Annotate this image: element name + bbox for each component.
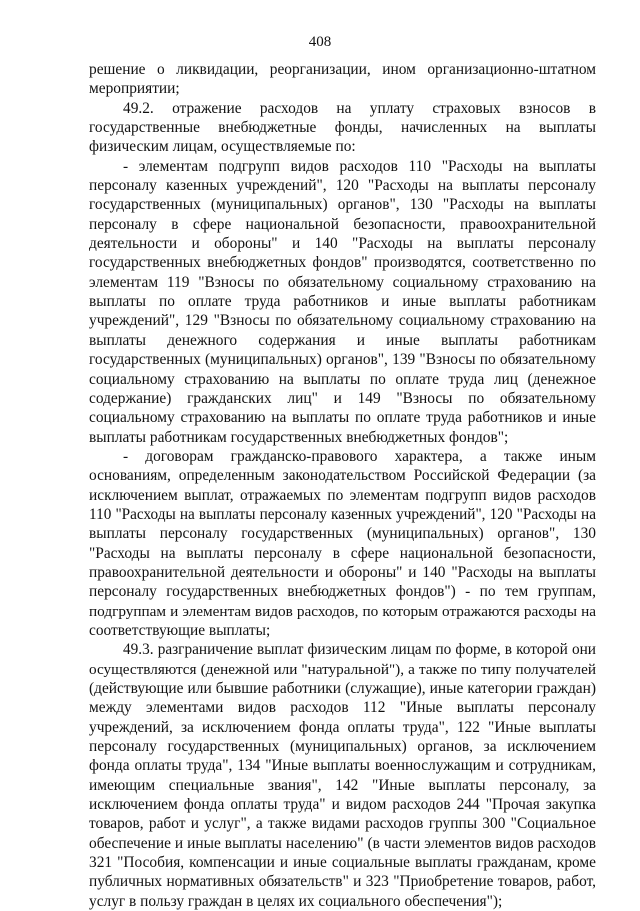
page-number: 408 [308, 34, 332, 50]
text-line: персоналу государственных (муниципальных) органов, за исключением [89, 738, 596, 756]
text-line: государственных (муниципальных) органов", 139 "Взносы по обязательному [89, 351, 596, 369]
text-line: подгруппам и элементам видов расходов, по которым отражаются расходы на [89, 602, 596, 620]
text-line: содержание) гражданских лиц" и 149 "Взносы по обязательному [89, 389, 596, 407]
text-line: элементам 119 "Взносы по обязательному социальному страхованию на [89, 273, 596, 291]
text-line: (действующие или бывшие работники (служащие), иные категории граждан) [89, 680, 596, 697]
document-body-text [89, 60, 596, 911]
text-line: выплаты персоналу государственных (муниципальных) органов", 130 [89, 525, 596, 543]
text-line: товаров, работ и услуг", а также видами расходов группы 300 "Социальное [89, 815, 596, 833]
text-line: - элементам подгрупп видов расходов 110 "Расходы на выплаты [123, 157, 596, 175]
text-line: персоналу в сфере национальной безопасности, правоохранительной [89, 215, 596, 233]
text-line: персоналу государственных внебюджетных фондов") - по тем группам, [89, 583, 596, 601]
text-line: между элементами видов расходов 112 "Иные выплаты персоналу [89, 699, 596, 717]
text-line: учреждений, за исключением фонда оплаты труда", 122 "Иные выплаты [89, 718, 596, 736]
text-line: социальному страхованию на выплаты по оплате труда работников и иные [89, 409, 596, 427]
text-line: осуществляются (денежной или "натуральной"), а также по типу получателей [89, 660, 596, 678]
text-line: 49.3. разграничение выплат физическим лицам по форме, в которой они [123, 641, 596, 659]
text-line: публичных нормативных обязательств" и 323 "Приобретение товаров, работ, [89, 873, 596, 891]
text-line: 49.2. отражение расходов на уплату страховых взносов в [123, 99, 596, 117]
text-line: социальному страхованию на выплаты по оплате труда лиц (денежное [89, 370, 596, 388]
text-line: соответствующие выплаты; [89, 621, 271, 639]
text-line: исключением выплат, отражаемых по элементам подгрупп видов расходов [89, 486, 596, 504]
text-line: физическим лицам, осуществляемые по: [89, 138, 356, 156]
text-line: государственные внебюджетные фонды, начисленных на выплаты [89, 119, 596, 137]
text-line: 110 "Расходы на выплаты персоналу казенных учреждений", 120 "Расходы на [89, 505, 596, 523]
text-line: имеющим специальные звания", 142 "Иные выплаты персоналу, за [89, 776, 596, 794]
text-line: государственных (муниципальных) органов", 130 "Расходы на выплаты [89, 196, 596, 214]
text-line: деятельности и обороны" и 140 "Расходы на выплаты персоналу [89, 235, 596, 253]
text-line: решение о ликвидации, реорганизации, ином организационно-штатном [89, 61, 596, 78]
text-line: учреждений", 129 "Взносы по обязательному социальному страхованию на [89, 312, 596, 330]
text-line: - договорам гражданско-правового характера, а также иным [123, 447, 596, 465]
text-line: обеспечение и иные выплаты населению" (в части элементов видов расходов [89, 834, 596, 852]
text-line: выплаты по оплате труда работников и иные выплаты работникам [89, 293, 596, 311]
text-line: услуг в пользу граждан в целях их социального обеспечения"); [89, 892, 503, 910]
text-line: выплаты денежного содержания и иные выплаты работникам [89, 331, 596, 349]
text-line: 321 "Пособия, компенсации и иные социальные выплаты гражданам, кроме [89, 854, 596, 872]
text-line: фонда оплаты труда", 134 "Иные выплаты военнослужащим и сотрудникам, [89, 757, 596, 775]
text-line: государственных внебюджетных фондов" производятся, соответственно по [89, 254, 596, 272]
text-line: правоохранительной деятельности и обороны" и 140 "Расходы на выплаты [89, 563, 596, 581]
text-line: основаниям, определенным законодательством Российской Федерации (за [89, 467, 596, 485]
text-line: выплаты работникам государственных внебюджетных фондов"; [89, 428, 509, 446]
text-line: "Расходы на выплаты персоналу в сфере национальной безопасности, [89, 544, 596, 562]
text-line: персоналу казенных учреждений", 120 "Расходы на выплаты персоналу [89, 177, 596, 195]
text-line: мероприятии; [89, 80, 180, 98]
text-line: исключением фонда оплаты труда" и видом расходов 244 "Прочая закупка [89, 796, 596, 814]
